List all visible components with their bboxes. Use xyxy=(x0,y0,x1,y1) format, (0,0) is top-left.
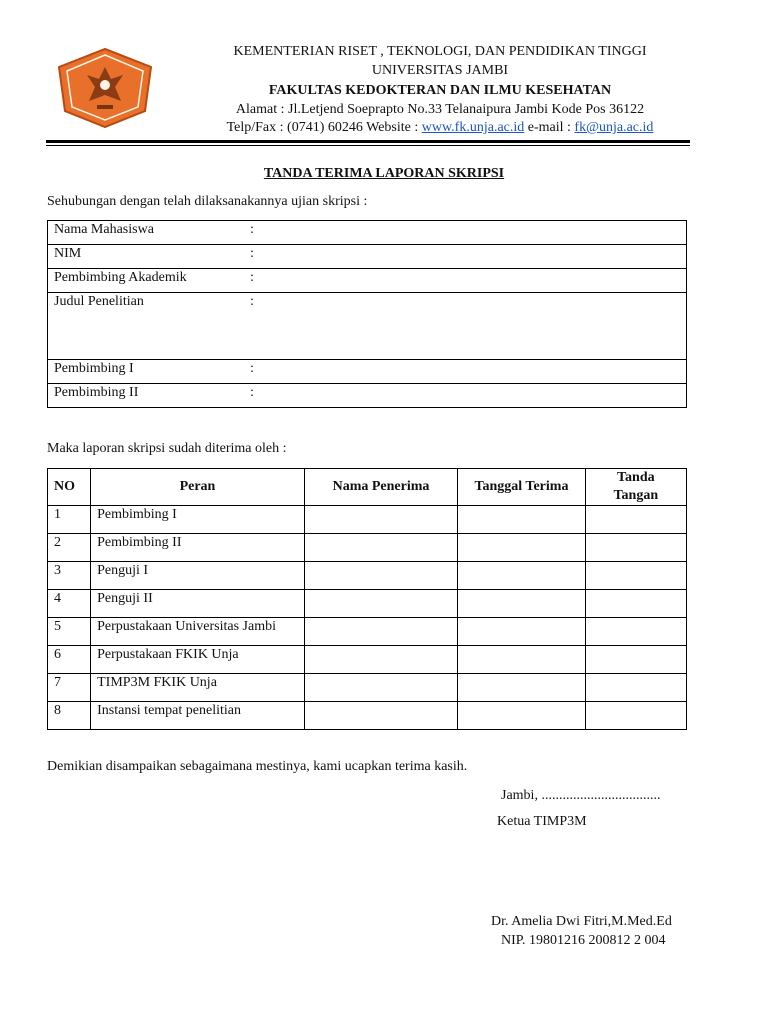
info-row xyxy=(48,245,687,269)
table-row xyxy=(48,646,687,674)
document-title: TANDA TERIMA LAPORAN SKRIPSI xyxy=(263,166,505,181)
info-sep: : xyxy=(250,246,254,261)
info-label: NIM xyxy=(54,246,82,261)
cell-nama[interactable] xyxy=(304,674,457,702)
header-divider-thin xyxy=(46,145,690,146)
email-link[interactable]: fk@unja.ac.id xyxy=(574,120,654,135)
cell-peran: Penguji I xyxy=(91,562,305,590)
info-row xyxy=(48,293,687,360)
info-row xyxy=(48,221,687,245)
university-name: UNIVERSITAS JAMBI xyxy=(371,63,509,78)
info-label: Pembimbing I xyxy=(54,361,134,376)
cell-no: 2 xyxy=(48,534,91,562)
email-prefix: e-mail : xyxy=(524,120,575,135)
student-info-table xyxy=(47,220,687,408)
info-row xyxy=(48,360,687,384)
col-tanggal-header: Tanggal Terima xyxy=(458,469,585,506)
cell-tanggal[interactable] xyxy=(458,562,585,590)
cell-nama[interactable] xyxy=(304,646,457,674)
cell-ttd[interactable] xyxy=(585,702,686,730)
info-label: Pembimbing II xyxy=(54,385,139,400)
university-logo-icon xyxy=(51,45,159,131)
cell-no: 3 xyxy=(48,562,91,590)
intro-text: Sehubungan dengan telah dilaksanakannya ujian skripsi : xyxy=(47,194,368,209)
info-label: Nama Mahasiswa xyxy=(54,222,154,237)
cell-peran: Pembimbing I xyxy=(91,506,305,534)
col-ttd-header xyxy=(585,469,686,506)
cell-tanggal[interactable] xyxy=(458,702,585,730)
info-label: Judul Penelitian xyxy=(54,294,144,309)
info-label: Pembimbing Akademik xyxy=(54,270,187,285)
cell-ttd[interactable] xyxy=(585,674,686,702)
cell-no: 7 xyxy=(48,674,91,702)
cell-peran: Penguji II xyxy=(91,590,305,618)
cell-ttd[interactable] xyxy=(585,506,686,534)
cell-nama[interactable] xyxy=(304,618,457,646)
cell-peran: TIMP3M FKIK Unja xyxy=(91,674,305,702)
cell-no: 4 xyxy=(48,590,91,618)
table-row xyxy=(48,702,687,730)
table-header-row xyxy=(48,469,687,506)
cell-ttd[interactable] xyxy=(585,646,686,674)
col-nama-header: Nama Penerima xyxy=(304,469,457,506)
cell-ttd[interactable] xyxy=(585,590,686,618)
cell-tanggal[interactable] xyxy=(458,618,585,646)
cell-tanggal[interactable] xyxy=(458,506,585,534)
signer-name: Dr. Amelia Dwi Fitri,M.Med.Ed xyxy=(491,914,672,929)
cell-nama[interactable] xyxy=(304,562,457,590)
cell-tanggal[interactable] xyxy=(458,674,585,702)
signer-nip: NIP. 19801216 200812 2 004 xyxy=(501,933,666,948)
table-row xyxy=(48,590,687,618)
cell-nama[interactable] xyxy=(304,590,457,618)
ttd-line2: Tangan xyxy=(613,488,659,503)
table-row xyxy=(48,562,687,590)
cell-peran: Pembimbing II xyxy=(91,534,305,562)
table-row xyxy=(48,506,687,534)
col-no-header: NO xyxy=(48,469,91,506)
info-sep: : xyxy=(250,294,254,309)
info-row xyxy=(48,269,687,293)
cell-nama[interactable] xyxy=(304,702,457,730)
address: Alamat : Jl.Letjend Soeprapto No.33 Telanaipura Jambi Kode Pos 36122 xyxy=(235,102,645,117)
cell-peran: Perpustakaan FKIK Unja xyxy=(91,646,305,674)
cell-ttd[interactable] xyxy=(585,562,686,590)
cell-nama[interactable] xyxy=(304,506,457,534)
table-row xyxy=(48,534,687,562)
header-divider xyxy=(46,140,690,143)
contact-line xyxy=(160,119,720,137)
cell-no: 8 xyxy=(48,702,91,730)
contact-prefix: Telp/Fax : (0741) 60246 Website : xyxy=(226,120,422,135)
received-text: Maka laporan skripsi sudah diterima oleh : xyxy=(47,441,287,456)
ttd-line1: Tanda xyxy=(617,470,655,485)
receipt-table xyxy=(47,468,687,730)
closing-text: Demikian disampaikan sebagaimana mestinya, kami ucapkan terima kasih. xyxy=(47,759,468,774)
faculty-name: FAKULTAS KEDOKTERAN DAN ILMU KESEHATAN xyxy=(268,83,612,98)
cell-peran: Perpustakaan Universitas Jambi xyxy=(91,618,305,646)
info-sep: : xyxy=(250,385,254,400)
cell-ttd[interactable] xyxy=(585,534,686,562)
website-link[interactable]: www.fk.unja.ac.id xyxy=(421,120,525,135)
table-row xyxy=(48,618,687,646)
table-row xyxy=(48,674,687,702)
place-date: Jambi, .................................. xyxy=(501,788,661,803)
cell-no: 1 xyxy=(48,506,91,534)
cell-no: 5 xyxy=(48,618,91,646)
info-sep: : xyxy=(250,361,254,376)
ministry-name: KEMENTERIAN RISET , TEKNOLOGI, DAN PENDIDIKAN TINGGI xyxy=(233,44,647,59)
cell-tanggal[interactable] xyxy=(458,590,585,618)
cell-nama[interactable] xyxy=(304,534,457,562)
col-peran-header: Peran xyxy=(91,469,305,506)
info-sep: : xyxy=(250,270,254,285)
cell-ttd[interactable] xyxy=(585,618,686,646)
info-row xyxy=(48,384,687,408)
cell-no: 6 xyxy=(48,646,91,674)
cell-peran: Instansi tempat penelitian xyxy=(91,702,305,730)
cell-tanggal[interactable] xyxy=(458,534,585,562)
signer-position: Ketua TIMP3M xyxy=(497,814,587,829)
info-sep: : xyxy=(250,222,254,237)
cell-tanggal[interactable] xyxy=(458,646,585,674)
